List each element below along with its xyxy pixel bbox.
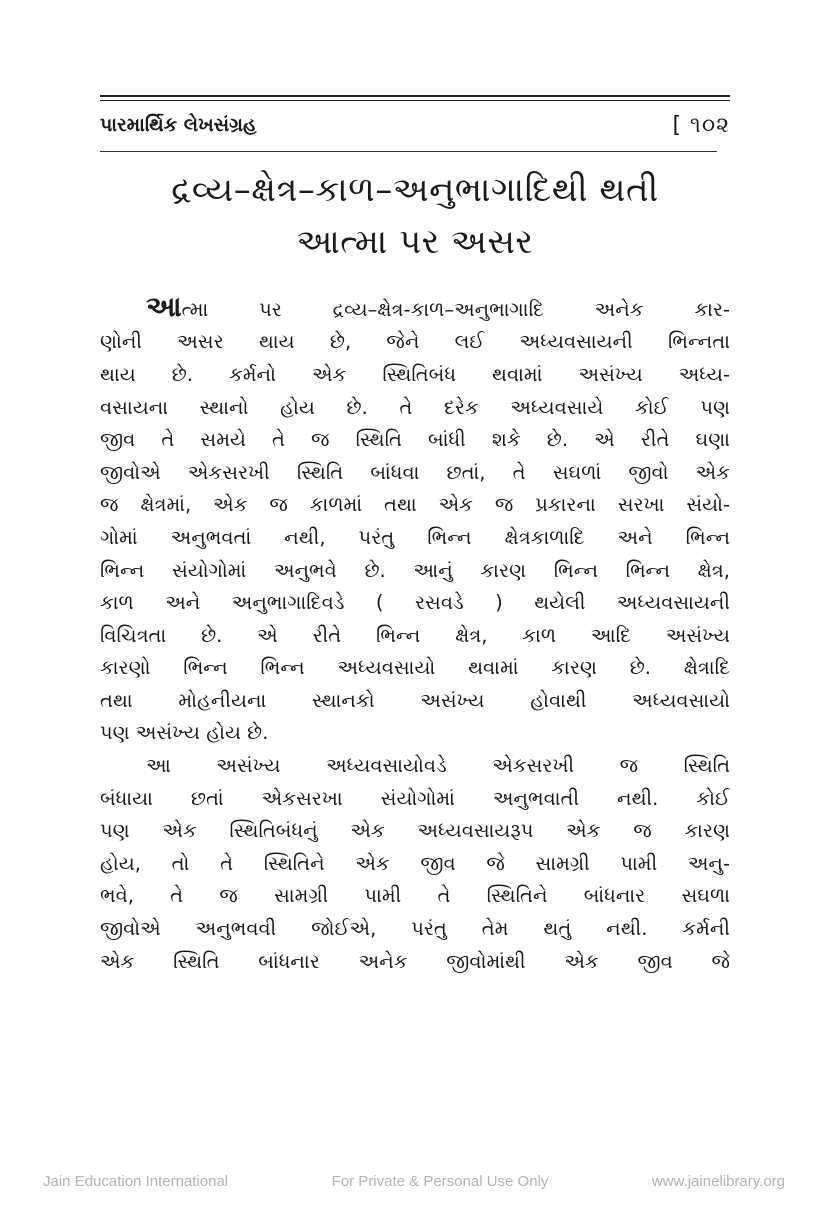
paragraph-2-line: ભવે, તે જ સામગ્રી પામી તે સ્થિતિને બાંધનાર સઘળા [100, 884, 730, 908]
paragraph-2-line: આ અસંખ્ય અધ્યવસાયોવડે એકસરખી જ સ્થિતિ [146, 754, 730, 778]
paragraph-1-line: કારણો ભિન્ન ભિન્ન અધ્યવસાયો થવામાં કારણ છે. ક્ષેત્રાદિ [100, 656, 730, 680]
paragraph-1-line: તથા મોહનીયના સ્થાનકો અસંખ્ય હોવાથી અધ્યવસાયો [100, 688, 730, 712]
running-title: પારમાર્થિક લેખસંગ્રહ [100, 114, 257, 136]
paragraph-2-line: એક સ્થિતિ બાંધનાર અનેક જીવોમાંથી એક જીવ જે [100, 949, 730, 973]
paragraph-1-line: ણોની અસર થાય છે, જેને લઈ અધ્યવસાયની ભિન્નતા [100, 330, 730, 354]
footer-publisher: Jain Education International [43, 1173, 229, 1190]
header-double-rule [100, 95, 730, 101]
paragraph-2-line: હોય, તો તે સ્થિતિને એક જીવ જે સામગ્રી પામી અનુ- [100, 851, 730, 875]
paragraph-1-line: જ ક્ષેત્રમાં, એક જ કાળમાં તથા એક જ પ્રકારના સરખા સંયો- [100, 493, 730, 517]
article-title-line-2: આત્મા પર અસર [296, 222, 534, 262]
paragraph-2-line: પણ એક સ્થિતિબંધનું એક અધ્યવસાયરૂપ એક જ કારણ [100, 819, 730, 843]
paragraph-1-line: કાળ અને અનુભાગાદિવડે ( રસવડે ) થયેલી અધ્યવસાયની [100, 591, 730, 615]
paragraph-1-line: વસાયના સ્થાનો હોય છે. તે દરેક અધ્યવસાયે કોઈ પણ [100, 395, 730, 419]
paragraph-2-line: બંધાયા છતાં એકસરખા સંયોગોમાં અનુભવાતી નથી. કોઈ [100, 786, 730, 810]
paragraph-2-line: જીવોએ અનુભવવી જોઈએ, પરંતુ તેમ થતું નથી. કર્મની [100, 917, 730, 941]
footer-usage-notice: For Private & Personal Use Only [331, 1173, 549, 1190]
paragraph-1-line: જીવોએ એકસરખી સ્થિતિ બાંધવા છતાં, તે સઘળાં જીવો એક [100, 460, 730, 484]
book-page [100, 95, 730, 978]
paragraph-1-line: ગોમાં અનુભવતાં નથી, પરંતુ ભિન્ન ક્ષેત્રકાળાદિ અને ભિન્ન [100, 525, 730, 549]
article-title-line-1: દ્રવ્ય–ક્ષેત્ર–કાળ–અનુભાગાદિથી થતી [171, 170, 659, 210]
paragraph-1-line: પણ અસંખ્ય હોય છે. [100, 721, 269, 745]
paragraph-1-line: આત્મા પર દ્રવ્ય–ક્ષેત્ર-કાળ–અનુભાગાદિ અનેક કાર- [146, 290, 730, 323]
article-title [100, 164, 730, 268]
watermark-footer [0, 1173, 828, 1190]
paragraph-1-line: થાય છે. કર્મનો એક સ્થિતિબંધ થવામાં અસંખ્ય અધ્ય- [100, 362, 730, 386]
paragraph-1-line: જીવ તે સમયે તે જ સ્થિતિ બાંધી શકે છે. એ રીતે ઘણા [100, 428, 730, 452]
drop-cap: આ [146, 290, 182, 323]
header-rule [100, 151, 717, 152]
page-number: [ ૧૦૨ [672, 112, 730, 138]
running-header [100, 105, 730, 145]
paragraph-1-line: વિચિત્રતા છે. એ રીતે ભિન્ન ક્ષેત્ર, કાળ આદિ અસંખ્ય [100, 623, 730, 647]
article-body [100, 291, 730, 978]
paragraph-1-line: ભિન્ન સંયોગોમાં અનુભવે છે. આનું કારણ ભિન્ન ભિન્ન ક્ષેત્ર, [100, 558, 730, 582]
footer-website: www.jainelibrary.org [651, 1173, 785, 1190]
